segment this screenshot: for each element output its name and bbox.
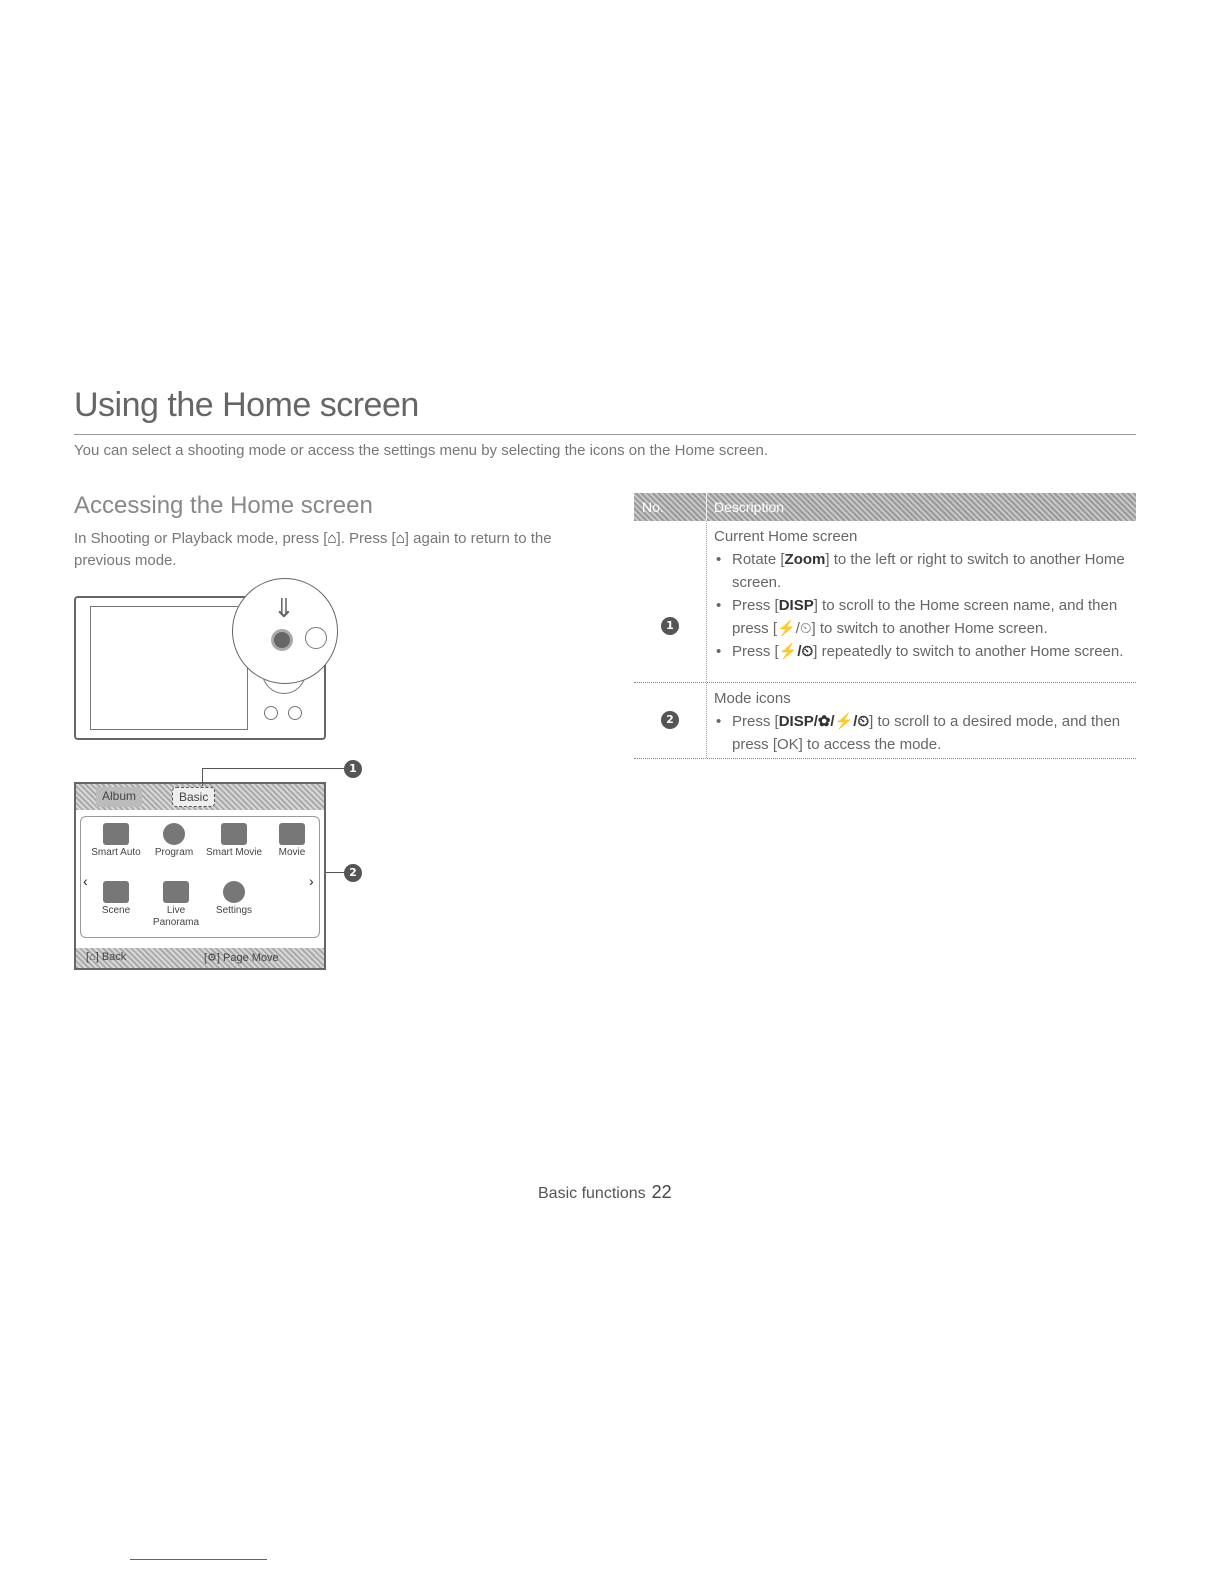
body-text-part3: ] again to return to the previous mode. xyxy=(74,530,552,569)
camera-button xyxy=(264,706,278,720)
program-icon xyxy=(163,823,185,845)
section-heading: Accessing the Home screen xyxy=(74,492,373,519)
page-title: Using the Home screen xyxy=(74,386,419,424)
callout-line-2 xyxy=(326,872,346,873)
body-text-part2: ]. Press [ xyxy=(336,530,396,547)
home-screen-mockup xyxy=(74,782,326,970)
footer-section-name: Basic functions xyxy=(538,1185,646,1202)
scene-icon xyxy=(103,881,129,903)
mode-program[interactable]: Program xyxy=(143,823,205,859)
list-item: • Rotate [Zoom] to the left or right to switch to another Home screen. xyxy=(714,548,1136,594)
mode-live-panorama[interactable]: Live Panorama xyxy=(145,881,207,929)
page-number: 22 xyxy=(651,1182,672,1202)
title-divider xyxy=(74,434,1136,435)
bottom-link-rule xyxy=(130,1559,267,1560)
mode-smart-auto[interactable]: Smart Auto xyxy=(85,823,147,859)
page-subtitle: You can select a shooting mode or access the settings menu by selecting the icons on the Home screen. xyxy=(74,442,769,459)
section-body xyxy=(74,528,574,572)
mode-icon-grid xyxy=(80,816,320,938)
page-move-hint: [⚙] Page Move xyxy=(204,952,279,964)
home-key-icon: ⌂ xyxy=(327,530,337,547)
row-title: Mode icons xyxy=(714,690,791,707)
mode-smart-movie[interactable]: Smart Movie xyxy=(203,823,265,859)
row-description xyxy=(714,683,1136,756)
row-description xyxy=(714,521,1136,663)
callout-line-1 xyxy=(202,768,348,769)
mode-scene[interactable]: Scene xyxy=(85,881,147,917)
home-screen-bottom-bar xyxy=(76,948,324,968)
magnified-home-button xyxy=(232,578,338,684)
tab-basic[interactable]: Basic xyxy=(172,787,215,807)
table-row xyxy=(634,521,1136,683)
home-screen-tab-bar xyxy=(76,784,324,810)
callout-badge-2: 2 xyxy=(344,864,362,882)
column-header-description: Description xyxy=(714,499,785,515)
list-item: • Press [⚡/⏲] repeatedly to switch to another Home screen. xyxy=(714,640,1136,663)
list-item: • Press [DISP] to scroll to the Home screen name, and then press [⚡/⏲] to switch to another Home screen. xyxy=(714,594,1136,640)
smart-movie-icon xyxy=(221,823,247,845)
chevron-left-icon[interactable]: ‹ xyxy=(83,873,88,889)
settings-icon xyxy=(223,881,245,903)
callout-badge-1: 1 xyxy=(344,760,362,778)
row-number-badge: 2 xyxy=(661,711,679,729)
row-number-badge: 1 xyxy=(661,617,679,635)
list-item: • Press [DISP/✿/⚡/⏲] to scroll to a desired mode, and then press [OK] to access the mode. xyxy=(714,710,1136,756)
row-title: Current Home screen xyxy=(714,528,858,545)
home-key-icon: ⌂ xyxy=(395,530,405,547)
page-footer xyxy=(538,1182,672,1203)
back-hint: [⌂] Back xyxy=(86,951,127,963)
chevron-right-icon[interactable]: › xyxy=(309,873,314,889)
camera-button xyxy=(288,706,302,720)
home-button-icon xyxy=(271,629,293,651)
table-row xyxy=(634,683,1136,759)
movie-icon xyxy=(279,823,305,845)
live-panorama-icon xyxy=(163,881,189,903)
mode-movie[interactable]: Movie xyxy=(261,823,323,859)
tab-album[interactable]: Album xyxy=(96,787,142,807)
camera-lcd xyxy=(90,606,248,730)
down-arrow-icon: ⇓ xyxy=(273,593,295,623)
table-header xyxy=(634,493,1136,521)
callout-line-1-drop xyxy=(202,768,203,786)
mode-settings[interactable]: Settings xyxy=(203,881,265,917)
column-header-no: No. xyxy=(642,499,664,515)
body-text-part1: In Shooting or Playback mode, press [ xyxy=(74,530,328,547)
smart-auto-icon xyxy=(103,823,129,845)
camera-button xyxy=(305,627,327,649)
description-table xyxy=(634,493,1136,759)
